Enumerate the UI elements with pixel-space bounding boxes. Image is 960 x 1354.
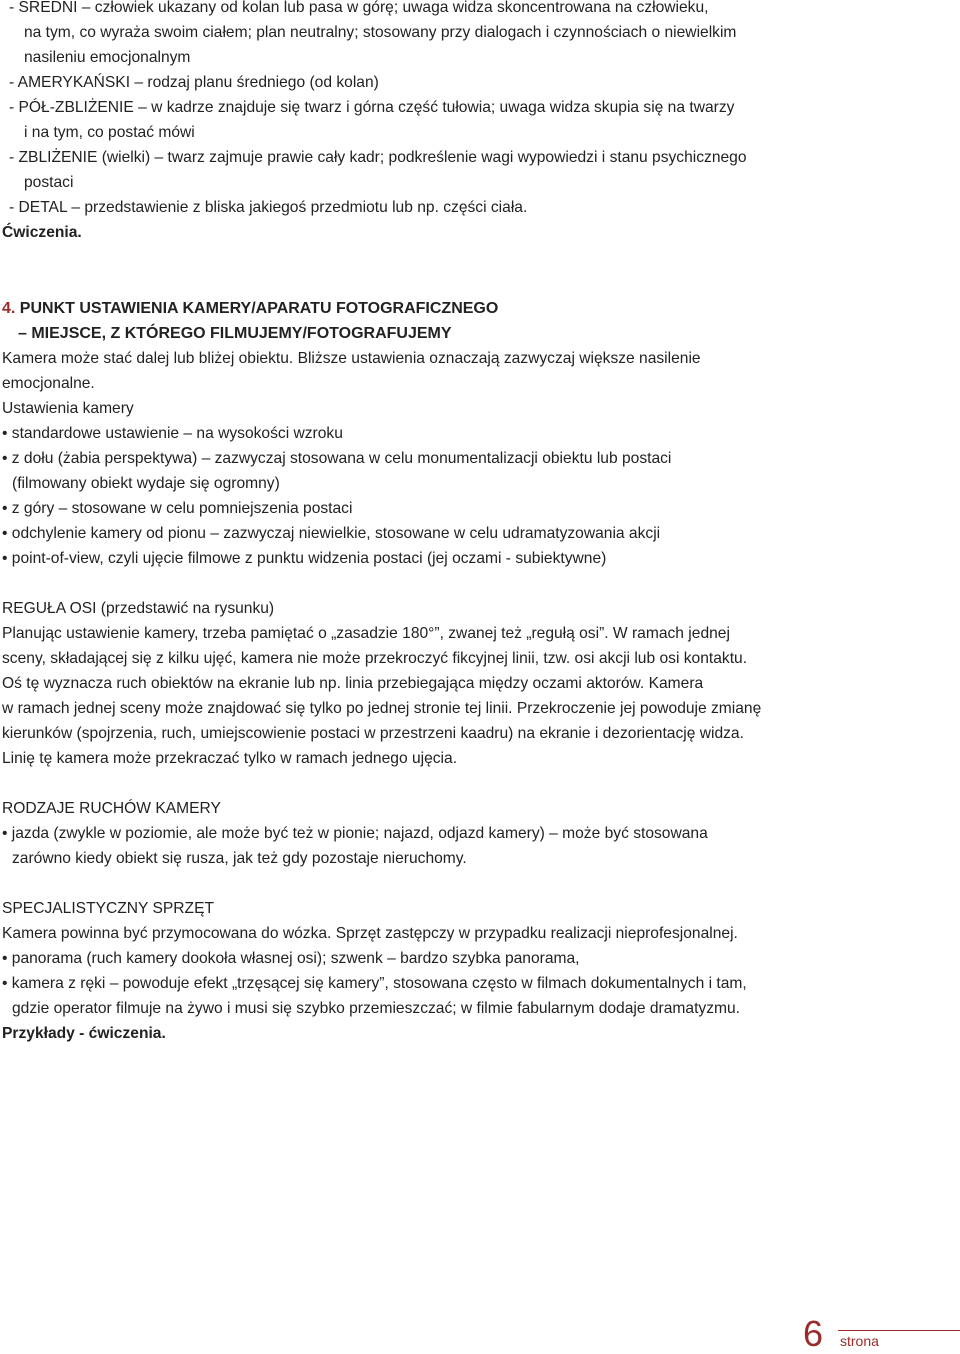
page-number: 6 (803, 1313, 824, 1354)
bullet-continuation: zarówno kiedy obiekt się rusza, jak też gdy pozostaje nieruchomy. (12, 850, 467, 867)
paragraph-line: Kamera powinna być przymocowana do wózka. Sprzęt zastępczy w przypadku realizacji nieprofesjonalnej. (2, 925, 738, 942)
bullet-item: • standardowe ustawienie – na wysokości wzroku (2, 425, 343, 442)
list-item: - ZBLIŻENIE (wielki) – twarz zajmuje prawie cały kadr; podkreślenie wagi wypowiedzi i stanu psychicznego (9, 149, 747, 166)
bullet-item: • kamera z ręki – powoduje efekt „trzęsącej się kamery”, stosowana często w filmach dokumentalnych i tam, (2, 975, 747, 992)
list-item: - AMERYKAŃSKI – rodzaj planu średniego (od kolan) (9, 74, 379, 91)
exercises-label: Ćwiczenia. (2, 224, 82, 241)
paragraph-line: w ramach jednej sceny może znajdować się tylko po jednej stronie tej linii. Przekroczenie jej powoduje zmianę (2, 700, 762, 717)
paragraph-line: Planując ustawienie kamery, trzeba pamiętać o „zasadzie 180°”, zwanej też „regułą osi”. W ramach jednej (2, 625, 730, 642)
paragraph-line: kierunków (spojrzenia, ruch, umiejscowienie postaci w przestrzeni kaadru) na ekranie i dezorientację widza. (2, 725, 744, 742)
bullet-item: • jazda (zwykle w poziomie, ale może być też w pionie; najazd, odjazd kamery) – może być stosowana (2, 825, 708, 842)
subheading: REGUŁA OSI (przedstawić na rysunku) (2, 600, 275, 617)
list-item-continuation: postaci (24, 174, 74, 191)
section-title: PUNKT USTAWIENIA KAMERY/APARATU FOTOGRAFICZNEGO (19, 300, 499, 317)
subheading: SPECJALISTYCZNY SPRZĘT (2, 900, 215, 917)
list-item-continuation: i na tym, co postać mówi (24, 124, 195, 141)
paragraph-line: sceny, składającej się z kilku ujęć, kamera nie może przekroczyć fikcyjnej linii, tzw. osi akcji lub osi kontaktu. (2, 650, 748, 667)
paragraph-line: Kamera może stać dalej lub bliżej obiektu. Bliższe ustawienia oznaczają zazwyczaj większe nasilenie (2, 350, 701, 367)
paragraph-line: emocjonalne. (2, 375, 95, 392)
bullet-item: • z dołu (żabia perspektywa) – zazwyczaj stosowana w celu monumentalizacji obiektu lub postaci (2, 450, 672, 467)
list-item-continuation: na tym, co wyraża swoim ciałem; plan neutralny; stosowany przy dialogach i czynnościach o niewielkim (24, 24, 737, 41)
list-item-continuation: nasileniu emocjonalnym (24, 49, 191, 66)
bullet-item: • z góry – stosowane w celu pomniejszenia postaci (2, 500, 353, 517)
bullet-item: • point-of-view, czyli ujęcie filmowe z punktu widzenia postaci (jej oczami - subiektywne) (2, 550, 607, 567)
bullet-continuation: (filmowany obiekt wydaje się ogromny) (12, 475, 280, 492)
paragraph-line: Linię tę kamera może przekraczać tylko w ramach jednego ujęcia. (2, 750, 458, 767)
bullet-item: • panorama (ruch kamery dookoła własnej osi); szwenk – bardzo szybka panorama, (2, 950, 580, 967)
examples-label: Przykłady - ćwiczenia. (2, 1025, 166, 1042)
list-item: - ŚREDNI – człowiek ukazany od kolan lub pasa w górę; uwaga widza skoncentrowana na człowieku, (9, 0, 709, 16)
bullet-item: • odchylenie kamery od pionu – zazwyczaj niewielkie, stosowane w celu udramatyzowania akcji (2, 525, 661, 542)
list-item: - DETAL – przedstawienie z bliska jakiegoś przedmiotu lub np. części ciała. (9, 199, 528, 216)
section-subtitle: – MIEJSCE, Z KTÓREGO FILMUJEMY/FOTOGRAFUJEMY (18, 325, 452, 342)
paragraph-line: Oś tę wyznacza ruch obiektów na ekranie lub np. linia przebiegająca między oczami aktorów. Kamera (2, 675, 704, 692)
subheading: RODZAJE RUCHÓW KAMERY (2, 800, 221, 817)
bullet-continuation: gdzie operator filmuje na żywo i musi się szybko przemieszczać; w filmie fabularnym dodaje dramatyzmu. (12, 1000, 740, 1017)
section-number: 4. (2, 300, 16, 317)
subheading: Ustawienia kamery (2, 400, 134, 417)
section-heading (2, 299, 498, 319)
page-label: strona (840, 1333, 879, 1349)
list-item: - PÓŁ-ZBLIŻENIE – w kadrze znajduje się twarz i górna część tułowia; uwaga widza skupia się na twarzy (9, 99, 735, 116)
footer-divider (838, 1330, 960, 1331)
